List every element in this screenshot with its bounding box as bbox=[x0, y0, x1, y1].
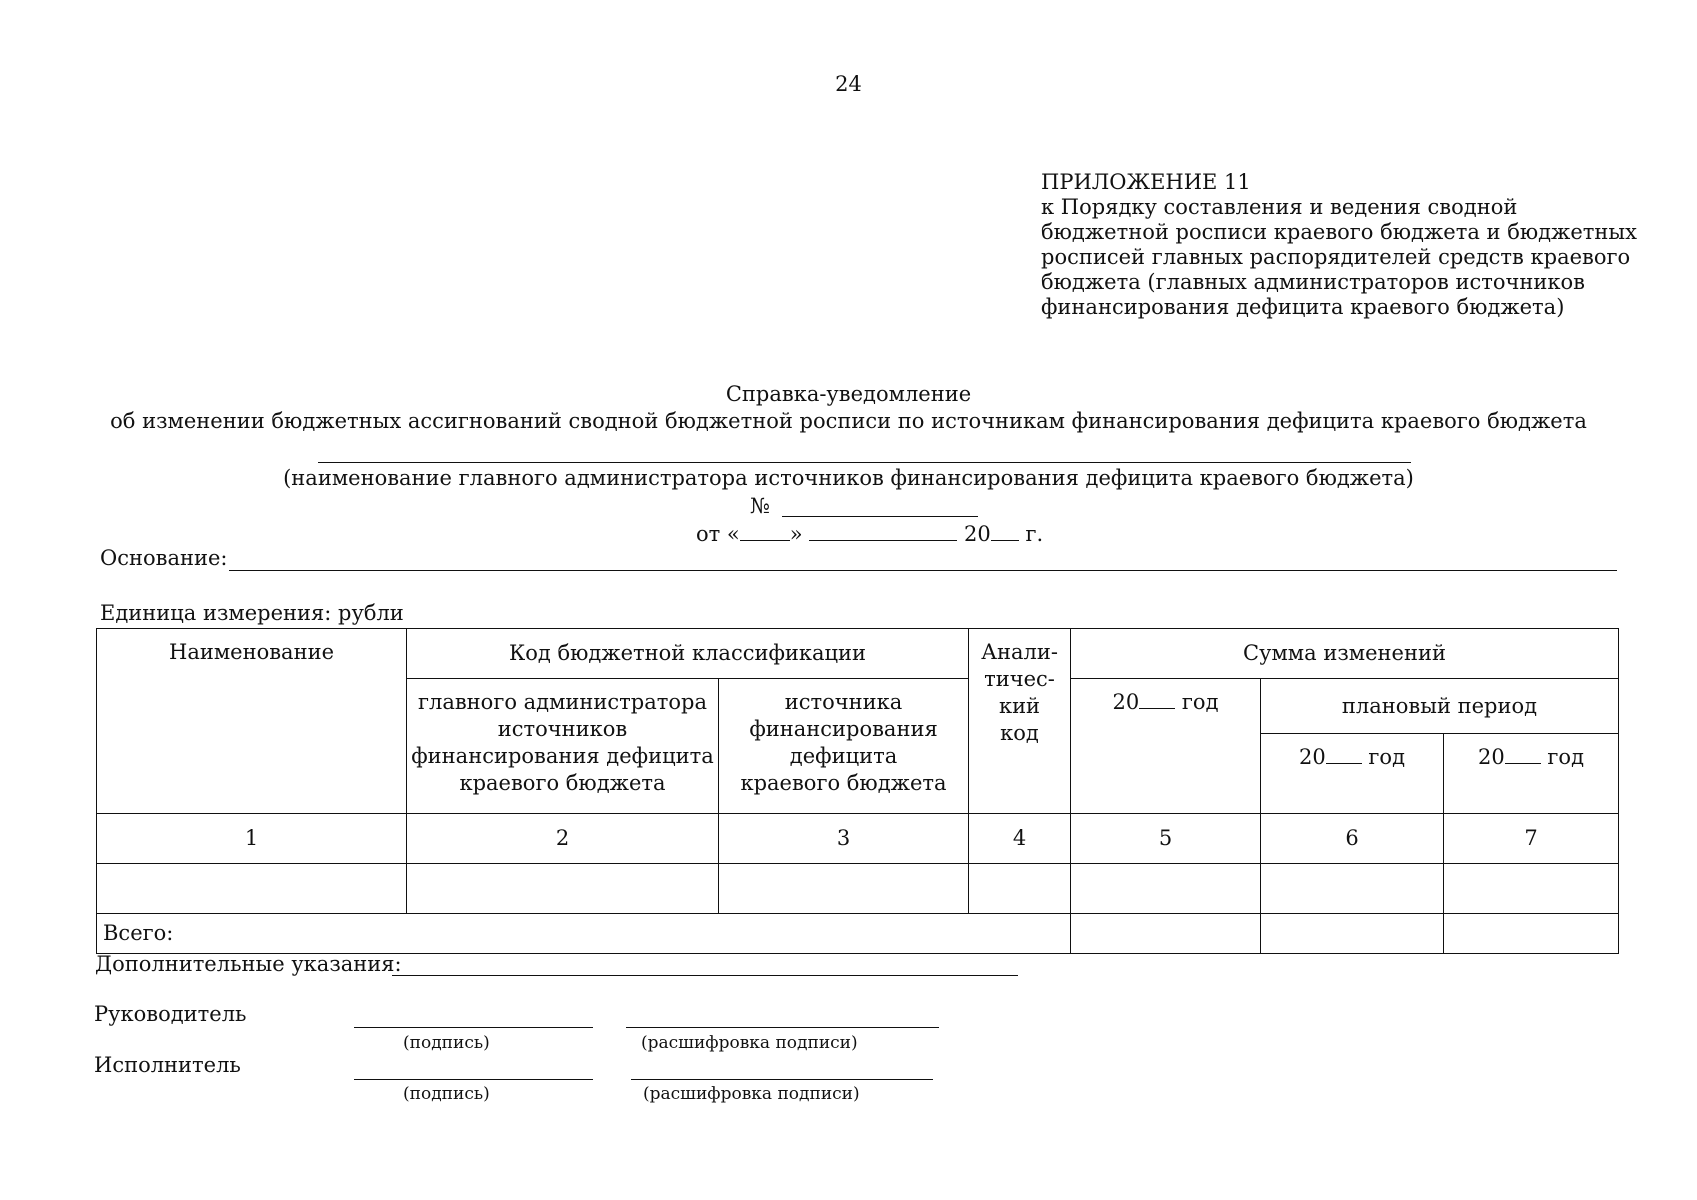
year-field[interactable] bbox=[1326, 745, 1362, 764]
head-label: Руководитель bbox=[94, 1002, 247, 1026]
column-number: 2 bbox=[407, 814, 719, 864]
header-plan-year-1 bbox=[1261, 734, 1444, 814]
document-subtitle: об изменении бюджетных ассигнований сводной бюджетной росписи по источникам финансирования дефицита краевого бюджета bbox=[110, 409, 1587, 433]
appendix-line-5: финансирования дефицита краевого бюджета) bbox=[1041, 295, 1565, 319]
head-name-caption: (расшифровка подписи) bbox=[641, 1033, 858, 1053]
header-admin-line-1: главного администратора bbox=[418, 690, 707, 714]
header-admin-line-4: краевого бюджета bbox=[459, 771, 666, 795]
table-cell[interactable] bbox=[97, 864, 407, 914]
table-row bbox=[97, 864, 1619, 914]
additional-instructions-field[interactable] bbox=[392, 975, 1018, 976]
page-number: 24 bbox=[835, 72, 862, 96]
date-year-field[interactable] bbox=[991, 522, 1019, 541]
basis-field[interactable] bbox=[229, 570, 1617, 571]
date-from-label: от « bbox=[696, 522, 740, 546]
unit-label: Единица измерения: рубли bbox=[100, 601, 404, 625]
appendix-line-2: бюджетной росписи краевого бюджета и бюджетных bbox=[1041, 220, 1637, 244]
table-cell[interactable] bbox=[407, 864, 719, 914]
header-plan-year-2 bbox=[1444, 734, 1619, 814]
year-suffix: год bbox=[1181, 690, 1219, 714]
header-analytic-line-4: код bbox=[1000, 721, 1039, 745]
appendix-title: ПРИЛОЖЕНИЕ 11 bbox=[1041, 170, 1251, 194]
year-prefix: 20 bbox=[1299, 745, 1326, 769]
header-admin-line-3: финансирования дефицита bbox=[411, 744, 714, 768]
header-analytic-line-1: Анали- bbox=[981, 640, 1058, 664]
column-numbers-row bbox=[97, 814, 1619, 864]
year-suffix: год bbox=[1547, 745, 1584, 769]
year-suffix: год bbox=[1368, 745, 1405, 769]
admin-name-caption: (наименование главного администратора источников финансирования дефицита краевого бюджета) bbox=[283, 466, 1414, 490]
executor-signature-caption: (подпись) bbox=[403, 1084, 490, 1104]
year-field[interactable] bbox=[1505, 745, 1541, 764]
number-label: № bbox=[750, 494, 770, 518]
total-cell[interactable] bbox=[1071, 914, 1261, 954]
column-number: 6 bbox=[1261, 814, 1444, 864]
header-analytic-line-3: кий bbox=[998, 694, 1041, 718]
head-name-line[interactable] bbox=[626, 1027, 939, 1028]
header-current-year bbox=[1071, 679, 1261, 814]
table-cell[interactable] bbox=[1261, 864, 1444, 914]
header-planned-period: плановый период bbox=[1261, 679, 1619, 734]
header-source-line-2: финансирования bbox=[749, 717, 938, 741]
header-source bbox=[719, 679, 969, 814]
date-month-field[interactable] bbox=[809, 522, 957, 541]
header-admin-line-2: источников bbox=[497, 717, 628, 741]
appendix-line-1: к Порядку составления и ведения сводной bbox=[1041, 195, 1518, 219]
header-name: Наименование bbox=[97, 629, 407, 814]
date-close-quote: » bbox=[789, 522, 803, 546]
table-cell[interactable] bbox=[719, 864, 969, 914]
executor-label: Исполнитель bbox=[94, 1053, 241, 1077]
basis-label: Основание: bbox=[100, 546, 228, 570]
table-cell[interactable] bbox=[969, 864, 1071, 914]
admin-name-line[interactable] bbox=[318, 462, 1411, 463]
date-day-field[interactable] bbox=[740, 522, 790, 541]
header-source-line-4: краевого бюджета bbox=[740, 771, 947, 795]
header-code-group: Код бюджетной классификации bbox=[407, 629, 969, 679]
table-cell[interactable] bbox=[1071, 864, 1261, 914]
head-signature-line[interactable] bbox=[354, 1027, 593, 1028]
date-year-prefix: 20 bbox=[964, 522, 991, 546]
column-number: 1 bbox=[97, 814, 407, 864]
column-number: 3 bbox=[719, 814, 969, 864]
table-cell[interactable] bbox=[1444, 864, 1619, 914]
date-row bbox=[696, 522, 1043, 546]
column-number: 5 bbox=[1071, 814, 1261, 864]
executor-name-line[interactable] bbox=[631, 1079, 933, 1080]
changes-table bbox=[96, 628, 1619, 954]
header-admin bbox=[407, 679, 719, 814]
column-number: 7 bbox=[1444, 814, 1619, 864]
header-analytic-code bbox=[969, 629, 1071, 814]
header-source-line-1: источника bbox=[784, 690, 903, 714]
head-signature-caption: (подпись) bbox=[403, 1033, 490, 1053]
document-title: Справка-уведомление bbox=[725, 382, 972, 406]
column-number: 4 bbox=[969, 814, 1071, 864]
additional-instructions-label: Дополнительные указания: bbox=[95, 952, 402, 976]
total-cell[interactable] bbox=[1444, 914, 1619, 954]
executor-name-caption: (расшифровка подписи) bbox=[643, 1084, 860, 1104]
total-row bbox=[97, 914, 1619, 954]
number-field[interactable] bbox=[782, 516, 978, 517]
appendix-line-3: росписей главных распорядителей средств краевого bbox=[1041, 245, 1631, 269]
year-prefix: 20 bbox=[1478, 745, 1505, 769]
appendix-block bbox=[1041, 170, 1637, 320]
total-cell[interactable] bbox=[1261, 914, 1444, 954]
executor-signature-line[interactable] bbox=[354, 1079, 593, 1080]
header-sum-group: Сумма изменений bbox=[1071, 629, 1619, 679]
appendix-line-4: бюджета (главных администраторов источников bbox=[1041, 270, 1585, 294]
year-field[interactable] bbox=[1139, 690, 1175, 709]
header-source-line-3: дефицита bbox=[789, 744, 898, 768]
total-label: Всего: bbox=[97, 914, 1071, 954]
year-prefix: 20 bbox=[1112, 690, 1140, 714]
header-analytic-line-2: тичес- bbox=[984, 667, 1055, 691]
date-year-suffix: г. bbox=[1025, 522, 1044, 546]
